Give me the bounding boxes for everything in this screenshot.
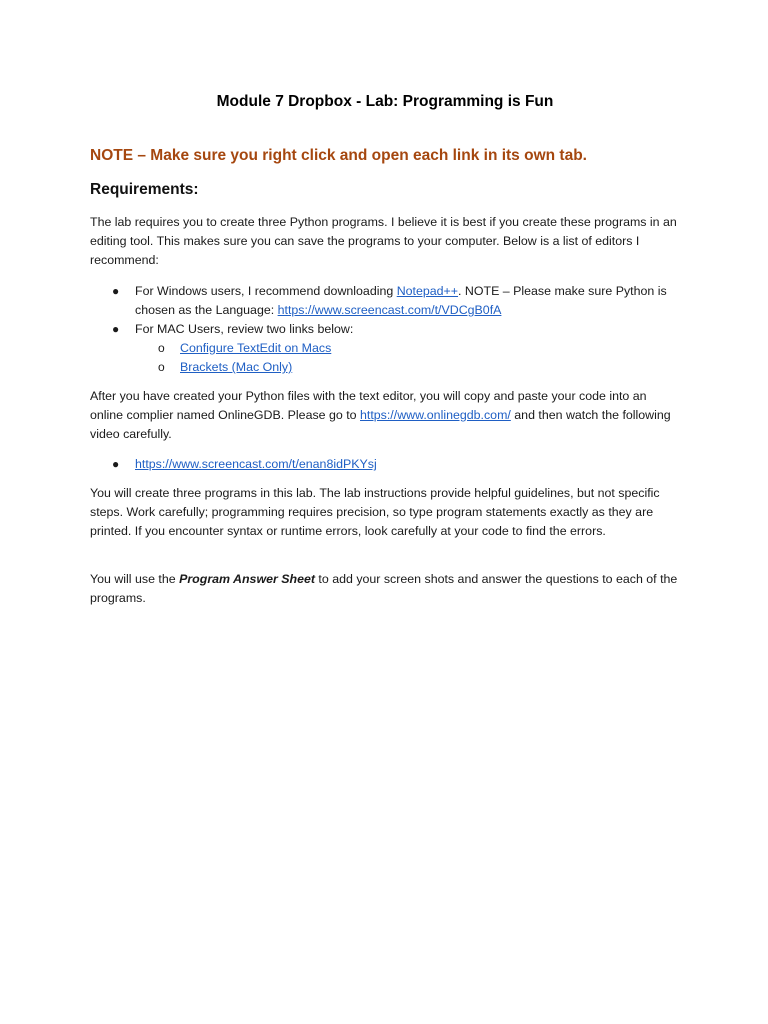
onlinegdb-paragraph bbox=[90, 387, 680, 444]
requirements-heading: Requirements: bbox=[90, 181, 199, 198]
document-title: Module 7 Dropbox - Lab: Programming is Fun bbox=[216, 93, 554, 110]
configure-textedit-link[interactable]: Configure TextEdit on Macs bbox=[180, 341, 332, 355]
note-banner: NOTE – Make sure you right click and open each link in its own tab. bbox=[90, 147, 587, 164]
bullet-icon: ● bbox=[112, 457, 120, 471]
circle-bullet-icon: o bbox=[158, 341, 165, 355]
windows-bullet-prefix: For Windows users, I recommend downloading bbox=[135, 284, 397, 298]
notepad-plus-plus-link[interactable]: Notepad++ bbox=[396, 284, 459, 298]
onlinegdb-paragraph-suffix: and then watch the following video carefully. bbox=[90, 408, 671, 441]
mac-bullet-text: For MAC Users, review two links below: bbox=[135, 322, 354, 336]
screencast-video-link[interactable]: https://www.screencast.com/t/enan8idPKYsj bbox=[135, 457, 377, 471]
answer-paragraph-suffix: to add your screen shots and answer the questions to each of the programs. bbox=[90, 572, 678, 605]
answer-paragraph-prefix: You will use the bbox=[90, 572, 180, 586]
onlinegdb-link[interactable]: https://www.onlinegdb.com/ bbox=[360, 408, 511, 422]
intro-paragraph: The lab requires you to create three Python programs. I believe it is best if you create these programs in an editing tool. This makes sure you can save the programs to your computer. Below is a list of editors I recommend: bbox=[90, 215, 677, 267]
answer-sheet-paragraph bbox=[90, 570, 680, 608]
steps-paragraph: You will create three programs in this lab. The lab instructions provide helpful guidelines, but not specific steps. Work carefully; programming requires precision, so type program statements exactly as they are printed. If you encounter syntax or runtime errors, look carefully at your code to find the errors. bbox=[90, 486, 660, 538]
windows-bullet-middle: . NOTE – Please make sure Python is chosen as the Language: bbox=[135, 284, 667, 317]
program-answer-sheet-emphasis: Program Answer Sheet bbox=[179, 572, 315, 586]
bullet-icon: ● bbox=[112, 284, 120, 298]
circle-bullet-icon: o bbox=[158, 360, 165, 374]
screencast-language-link[interactable]: https://www.screencast.com/t/VDCgB0fA bbox=[277, 303, 502, 317]
onlinegdb-paragraph-prefix: After you have created your Python files with the text editor, you will copy and paste your code into an online complier named OnlineGDB. Please go to bbox=[90, 389, 647, 422]
windows-bullet-text bbox=[135, 282, 680, 320]
brackets-link[interactable]: Brackets (Mac Only) bbox=[180, 360, 293, 374]
bullet-icon: ● bbox=[112, 322, 120, 336]
